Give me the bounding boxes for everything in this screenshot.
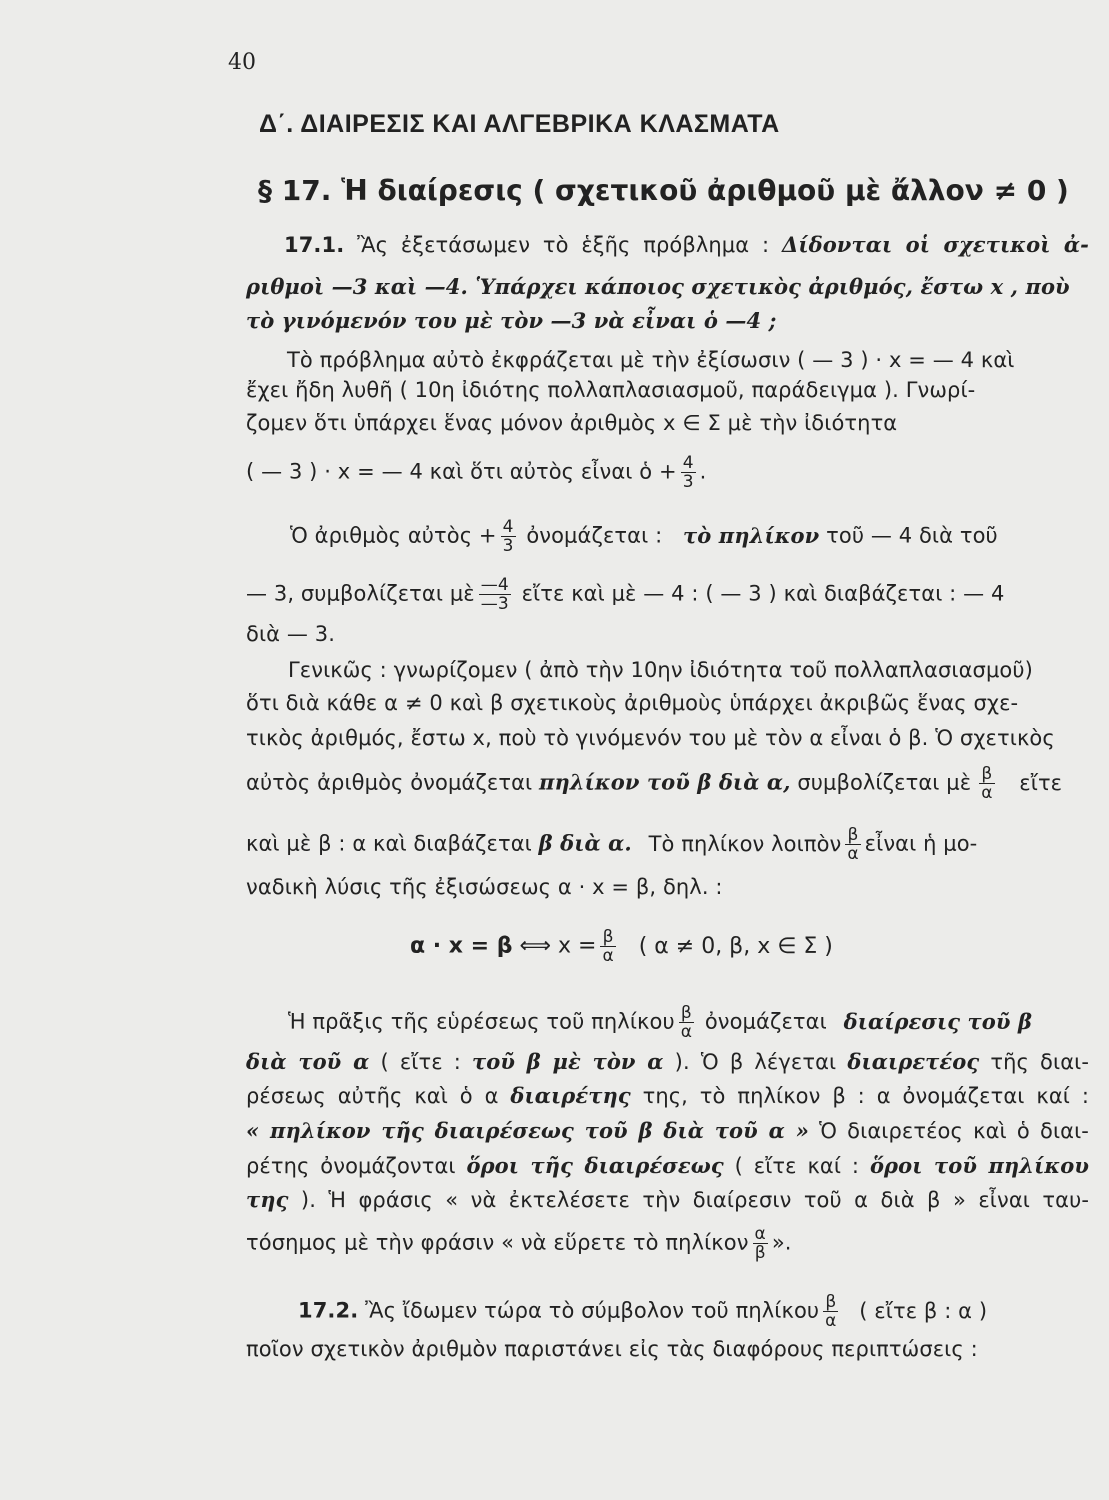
para-2-line-3: ζομεν ὅτι ὑπάρχει ἕνας μόνον ἀριθμὸς x ∈ Σ μὲ τὴν ἰδιότητα <box>246 411 898 435</box>
para-4-line-5: καὶ μὲ β : α καὶ διαβάζεται β διὰ α. Τὸ πηλίκον λοιπὸν $\frac{\beta}{\alpha}$ εἶναι ἡ μο- <box>246 825 978 864</box>
section-number-17-1: 17.1. <box>284 233 345 257</box>
para-2-line-1: Τὸ πρόβλημα αὐτὸ ἐκφράζεται μὲ τὴν ἐξίσωσιν ( — 3 ) · x = — 4 καὶ <box>287 348 1015 372</box>
chapter-title: Δ΄. ΔΙΑΙΡΕΣΙΣ ΚΑΙ ΑΛΓΕΒΡΙΚΑ ΚΛΑΣΜΑΤΑ <box>259 110 780 138</box>
para-5-line-6: της ). Ἡ φράσις « νὰ ἐκτελέσετε τὴν διαίρεσιν τοῦ α διὰ β » εἶναι ταυ- <box>246 1187 1089 1212</box>
para-4-line-6: ναδικὴ λύσις τῆς ἐξισώσεως α · x = β, δηλ. : <box>246 875 723 899</box>
para-4-line-1: Γενικῶς : γνωρίζομεν ( ἀπὸ τὴν 10ην ἰδιότητα τοῦ πολλαπλασιασμοῦ) <box>288 658 1033 682</box>
para-5-line-4: « πηλίκον τῆς διαιρέσεως τοῦ β διὰ τοῦ α » Ὁ διαιρετέος καὶ ὁ διαι- <box>246 1118 1089 1143</box>
fraction-4-3: $\frac{4}{3}$ <box>682 453 694 492</box>
para-3-line-3: διὰ — 3. <box>246 622 335 646</box>
fraction-beta-alpha-1: $\frac{\beta}{\alpha}$ <box>981 764 993 803</box>
page-number: 40 <box>228 50 256 75</box>
para-5-line-3: ρέσεως αὐτῆς καὶ ὁ α διαιρέτης της, τὸ πηλίκον β : α ὀνομάζεται καί : <box>246 1083 1089 1108</box>
display-equation: α · x = β ⟺ x = $\frac{\beta}{\alpha}$ ( α ≠ 0, β, x ∈ Σ ) <box>410 927 833 966</box>
para-3-line-1: Ὁ ἀριθμὸς αὐτὸς + $\frac{4}{3}$ ὀνομάζεται : τὸ πηλίκον τοῦ — 4 διὰ τοῦ <box>290 517 998 556</box>
para-2-line-4: ( — 3 ) · x = — 4 καὶ ὅτι αὐτὸς εἶναι ὁ + $\frac{4}{3}$ . <box>246 453 707 492</box>
para-5-line-5: ρέτης ὀνομάζονται ὅροι τῆς διαιρέσεως ( εἴτε καί : ὅροι τοῦ πηλίκου <box>246 1153 1090 1178</box>
para-4-line-3: τικὸς ἀριθμός, ἔστω x, ποὺ τὸ γινόμενόν του μὲ τὸν α εἶναι ὁ β. Ὁ σχετικὸς <box>246 726 1055 750</box>
para-17-2-line-2: ποῖον σχετικὸν ἀριθμὸν παριστάνει εἰς τὰς διαφόρους περιπτώσεις : <box>246 1337 978 1361</box>
para-5-line-7: τόσημος μὲ τὴν φράσιν « νὰ εὕρετε τὸ πηλίκον $\frac{\alpha}{\beta}$ ». <box>246 1224 792 1263</box>
fraction-beta-alpha-4: $\frac{\beta}{\alpha}$ <box>825 1292 837 1331</box>
fraction-beta-alpha-eq: $\frac{\beta}{\alpha}$ <box>602 927 614 966</box>
para-17-1-line-1: 17.1. Ἂς ἐξετάσωμεν τὸ ἑξῆς πρόβλημα : Δίδονται οἱ σχετικοὶ ἀ- <box>284 232 1090 257</box>
fraction-alpha-beta: $\frac{\alpha}{\beta}$ <box>754 1224 766 1263</box>
section-title: § 17. Ἡ διαίρεσις ( σχετικοῦ ἀριθμοῦ μὲ ἄλλον ≠ 0 ) <box>258 174 1069 207</box>
para-5-line-2: διὰ τοῦ α ( εἴτε : τοῦ β μὲ τὸν α ). Ὁ β λέγεται διαιρετέος τῆς διαι- <box>246 1049 1090 1074</box>
section-number-17-2: 17.2. <box>298 1298 359 1323</box>
fraction-neg4-neg3: $\frac{—4}{—3}$ <box>480 575 509 614</box>
para-5-line-1: Ἡ πρᾶξις τῆς εὑρέσεως τοῦ πηλίκου $\frac{\beta}{\alpha}$ ὀνομάζεται διαίρεσις τοῦ β <box>288 1003 1033 1042</box>
para-17-1-line-2: ριθμοὶ —3 καὶ —4. Ὑπάρχει κάποιος σχετικὸς ἀριθμός, ἔστω x , ποὺ <box>246 274 1070 299</box>
fraction-4-3-b: $\frac{4}{3}$ <box>502 517 514 556</box>
para-4-line-2: ὅτι διὰ κάθε α ≠ 0 καὶ β σχετικοὺς ἀριθμοὺς ὑπάρχει ἀκριβῶς ἕνας σχε- <box>246 691 1019 715</box>
para-2-line-2: ἔχει ἤδη λυθῆ ( 10η ἰδιότης πολλαπλασιασμοῦ, παράδειγμα ). Γνωρί- <box>246 378 976 402</box>
para-4-line-4: αὐτὸς ἀριθμὸς ὀνομάζεται πηλίκον τοῦ β διὰ α, συμβολίζεται μὲ $\frac{\beta}{\alpha}$ εἴτε <box>246 764 1063 803</box>
fraction-beta-alpha-2: $\frac{\beta}{\alpha}$ <box>847 825 859 864</box>
para-17-2-line-1: 17.2. Ἂς ἴδωμεν τώρα τὸ σύμβολον τοῦ πηλίκου $\frac{\beta}{\alpha}$ ( εἴτε β : α ) <box>298 1292 988 1331</box>
fraction-beta-alpha-3: $\frac{\beta}{\alpha}$ <box>680 1003 693 1042</box>
para-3-line-2: — 3, συμβολίζεται μὲ $\frac{—4}{—3}$ εἴτε καὶ μὲ — 4 : ( — 3 ) καὶ διαβάζεται : — 4 <box>246 575 1005 614</box>
para-17-1-line-3: τὸ γινόμενόν του μὲ τὸν —3 νὰ εἶναι ὁ —4 ; <box>246 308 777 333</box>
